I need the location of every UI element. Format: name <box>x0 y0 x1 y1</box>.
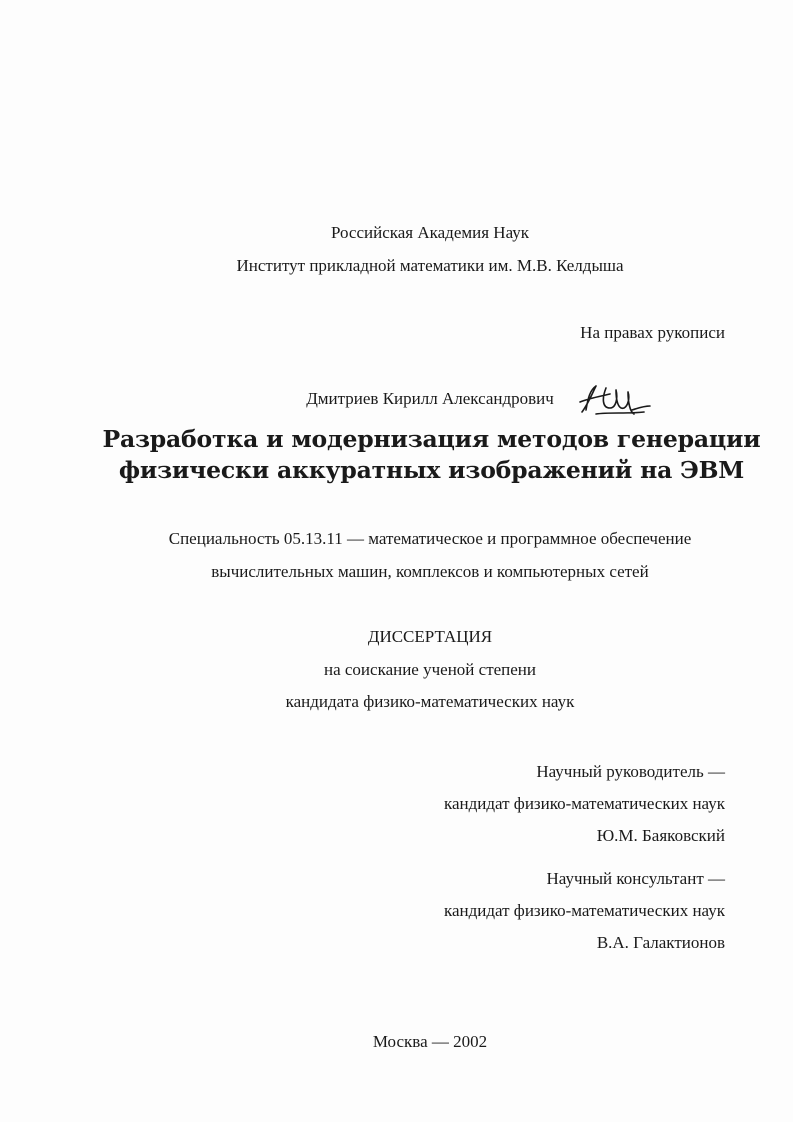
consultant-name: В.А. Галактионов <box>596 933 725 952</box>
degree-name: кандидата физико-математических наук <box>285 692 575 711</box>
academy-name: Российская Академия Наук <box>330 223 530 242</box>
supervisor-degree: кандидат физико-математических наук <box>443 794 725 813</box>
author-name: Дмитриев Кирилл Александрович <box>306 389 554 408</box>
consultant-role: Научный консультант — <box>546 869 725 888</box>
dissertation-title-line-2: физически аккуратных изображений на ЭВМ <box>118 456 745 484</box>
consultant-degree: кандидат физико-математических наук <box>443 901 725 920</box>
supervisor-name: Ю.М. Баяковский <box>596 826 725 845</box>
supervisor-role: Научный руководитель — <box>536 762 725 781</box>
manuscript-note: На правах рукописи <box>580 323 725 342</box>
city-year: Москва — 2002 <box>372 1032 488 1051</box>
document-type-heading: ДИССЕРТАЦИЯ <box>367 627 493 646</box>
institute-name: Институт прикладной математики им. М.В. Келдыша <box>236 256 624 275</box>
specialty-line-1: Специальность 05.13.11 — математическое и программное обеспечение <box>168 529 692 548</box>
specialty-line-2: вычислительных машин, комплексов и компьютерных сетей <box>211 562 649 581</box>
degree-purpose: на соискание ученой степени <box>323 660 537 679</box>
dissertation-title-line-1: Разработка и модернизация методов генерации <box>102 425 761 453</box>
signature-icon <box>576 380 654 420</box>
